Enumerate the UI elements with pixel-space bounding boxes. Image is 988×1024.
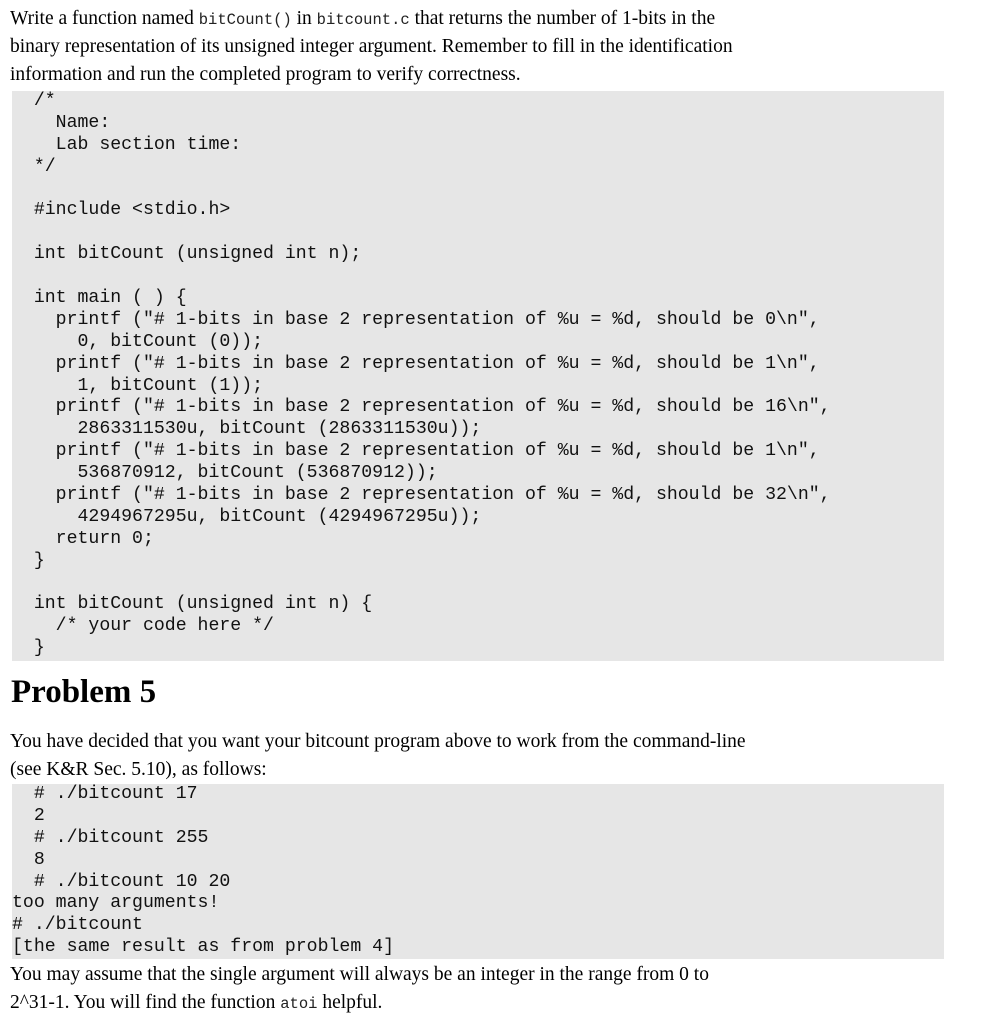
code-block-bitcount-program [12, 91, 944, 661]
inline-code-function-name: bitCount() [198, 11, 292, 29]
code-line [12, 266, 944, 288]
intro-line-2: binary representation of its unsigned integer argument. Remember to fill in the identification [10, 36, 733, 57]
intro-text: Write a function named [10, 8, 199, 29]
code-line: # ./bitcount 255 [12, 827, 209, 848]
code-line: printf ("# 1-bits in base 2 representation of %u = %d, should be 1\n", [12, 441, 820, 462]
code-line: 0, bitCount (0)); [12, 331, 264, 352]
code-line: printf ("# 1-bits in base 2 representation of %u = %d, should be 0\n", [12, 309, 820, 330]
closing-line-1: You may assume that the single argument will always be an integer in the range from 0 to [10, 964, 709, 985]
code-line: Lab section time: [12, 134, 242, 155]
code-line: # ./bitcount 17 [12, 784, 198, 804]
cropped-edge-glyph: ﾠ [973, 64, 988, 80]
code-line: too many arguments! [12, 893, 220, 914]
code-line [12, 222, 944, 244]
code-block-command-line-example [12, 784, 944, 959]
closing-line-2 [10, 990, 382, 1017]
code-line: return 0; [12, 528, 154, 549]
code-line: # ./bitcount [12, 915, 143, 936]
code-line: Name: [12, 112, 111, 133]
code-line: int bitCount (unsigned int n); [12, 244, 362, 265]
code-line: printf ("# 1-bits in base 2 representation of %u = %d, should be 1\n", [12, 353, 820, 374]
problem5-line-2: (see K&R Sec. 5.10), as follows: [10, 759, 267, 780]
inline-code-file-name: bitcount.c [316, 11, 410, 29]
code-line: */ [12, 156, 56, 177]
code-line: /* your code here */ [12, 616, 274, 637]
code-line: /* [12, 91, 56, 111]
code-line: 4294967295u, bitCount (4294967295u)); [12, 506, 482, 527]
code-line: printf ("# 1-bits in base 2 representation of %u = %d, should be 16\n", [12, 397, 831, 418]
code-line: 2 [12, 805, 45, 826]
code-line: int main ( ) { [12, 288, 187, 309]
code-line [12, 573, 944, 595]
problem5-line-1: You have decided that you want your bitcount program above to work from the command-line [10, 731, 746, 752]
closing-text: 2^31-1. You will find the function [10, 992, 281, 1013]
code-line: 8 [12, 849, 45, 870]
code-line [12, 179, 944, 201]
intro-text: that returns the number of 1-bits in the [409, 8, 716, 29]
intro-line-3: information and run the completed program to verify correctness. [10, 64, 521, 85]
intro-line-1 [10, 6, 715, 33]
intro-text: in [291, 8, 317, 29]
code-line: int bitCount (unsigned int n) { [12, 594, 373, 615]
closing-text: helpful. [317, 992, 383, 1013]
problem-heading: Problem 5 [11, 674, 157, 710]
code-line: printf ("# 1-bits in base 2 representation of %u = %d, should be 32\n", [12, 485, 831, 506]
code-line: } [12, 550, 45, 571]
code-line: 536870912, bitCount (536870912)); [12, 463, 438, 484]
code-line: 1, bitCount (1)); [12, 375, 264, 396]
code-line: #include <stdio.h> [12, 200, 231, 221]
code-line: # ./bitcount 10 20 [12, 871, 231, 892]
code-line: [the same result as from problem 4] [12, 937, 394, 958]
inline-code-atoi: atoi [280, 995, 318, 1013]
code-line: } [12, 638, 45, 659]
code-line: 2863311530u, bitCount (2863311530u)); [12, 419, 482, 440]
